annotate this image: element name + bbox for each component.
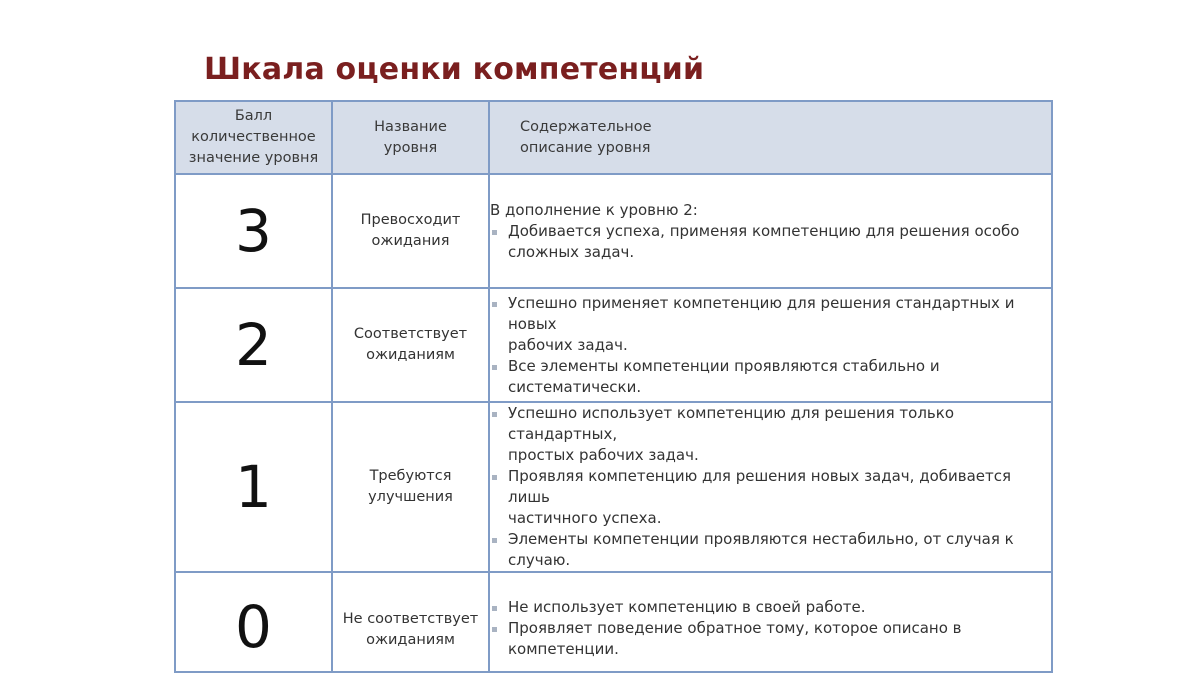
header-score-line: значение уровня <box>188 150 319 166</box>
list-item-line: Добивается успеха, применяя компетенцию для решения особо <box>508 221 1020 240</box>
level-name-line: ожидания <box>371 233 450 249</box>
level-name-line: улучшения <box>368 489 453 505</box>
page-title: Шкала оценки компетенций <box>204 52 705 87</box>
description-list <box>490 293 1051 398</box>
list-item <box>490 403 1051 466</box>
level-score: 1 <box>175 402 332 572</box>
level-name <box>332 288 489 402</box>
header-name-line: уровня <box>383 139 438 156</box>
list-item <box>490 356 1051 398</box>
table-row <box>175 288 1052 402</box>
table-row <box>175 402 1052 572</box>
list-item-line: Успешно использует компетенцию для решения только стандартных, <box>508 404 954 443</box>
description-list <box>490 597 1051 660</box>
list-item <box>490 597 1051 618</box>
level-name <box>332 572 489 672</box>
header-level-name <box>332 101 489 174</box>
bullet-icon <box>492 365 497 370</box>
list-item-line: рабочих задач. <box>508 335 628 354</box>
list-item-line: сложных задач. <box>508 242 635 261</box>
level-name-line: Не соответствует <box>342 611 479 627</box>
level-name-line: Соответствует <box>353 326 468 342</box>
list-item <box>490 221 1051 263</box>
header-desc-line: описание уровня <box>520 139 651 156</box>
list-item-line: Проявляет поведение обратное тому, которое описано в <box>508 619 962 637</box>
level-score: 3 <box>175 174 332 288</box>
header-score-line: Балл <box>234 108 273 124</box>
header-score <box>175 101 332 174</box>
description-list <box>490 403 1051 571</box>
level-name-line: Превосходит <box>360 212 461 228</box>
bullet-icon <box>492 606 497 611</box>
level-name <box>332 174 489 288</box>
bullet-icon <box>492 538 497 543</box>
level-description <box>489 572 1052 672</box>
list-item-line: Элементы компетенции проявляются нестабильно, от случая к <box>508 530 1014 548</box>
bullet-icon <box>492 302 497 307</box>
level-name-line: ожиданиям <box>366 347 455 363</box>
table-row <box>175 174 1052 288</box>
list-item <box>490 293 1051 356</box>
level-description <box>489 288 1052 402</box>
list-item-line: Проявляя компетенцию для решения новых задач, добивается лишь <box>508 467 1012 506</box>
description-intro: В дополнение к уровню 2: <box>490 200 698 219</box>
competency-scale-table <box>174 100 1053 673</box>
list-item <box>490 529 1051 571</box>
header-level-description <box>489 101 1052 174</box>
level-name <box>332 402 489 572</box>
header-desc-line: Содержательное <box>520 118 652 135</box>
header-score-line: количественное <box>191 129 316 145</box>
level-description <box>489 174 1052 288</box>
bullet-icon <box>492 230 497 235</box>
list-item <box>490 618 1051 660</box>
level-name-line: ожиданиям <box>366 632 455 648</box>
list-item-line: Успешно применяет компетенцию для решения стандартных и новых <box>508 293 1015 333</box>
description-list <box>490 221 1051 263</box>
list-item-line: компетенции. <box>508 640 619 658</box>
list-item-line: Не использует компетенцию в своей работе. <box>508 598 866 616</box>
table-header-row <box>175 101 1052 174</box>
list-item-line: простых рабочих задач. <box>508 446 699 464</box>
level-name-line: Требуются <box>369 468 452 484</box>
header-name-line: Название <box>374 118 447 135</box>
level-score: 0 <box>175 572 332 672</box>
list-item-line: систематически. <box>508 377 642 396</box>
bullet-icon <box>492 475 497 480</box>
table-row <box>175 572 1052 672</box>
list-item-line: Все элементы компетенции проявляются стабильно и <box>508 356 940 375</box>
list-item <box>490 466 1051 529</box>
level-score: 2 <box>175 288 332 402</box>
level-description <box>489 402 1052 572</box>
list-item-line: случаю. <box>508 551 571 569</box>
list-item-line: частичного успеха. <box>508 509 662 527</box>
bullet-icon <box>492 412 497 417</box>
